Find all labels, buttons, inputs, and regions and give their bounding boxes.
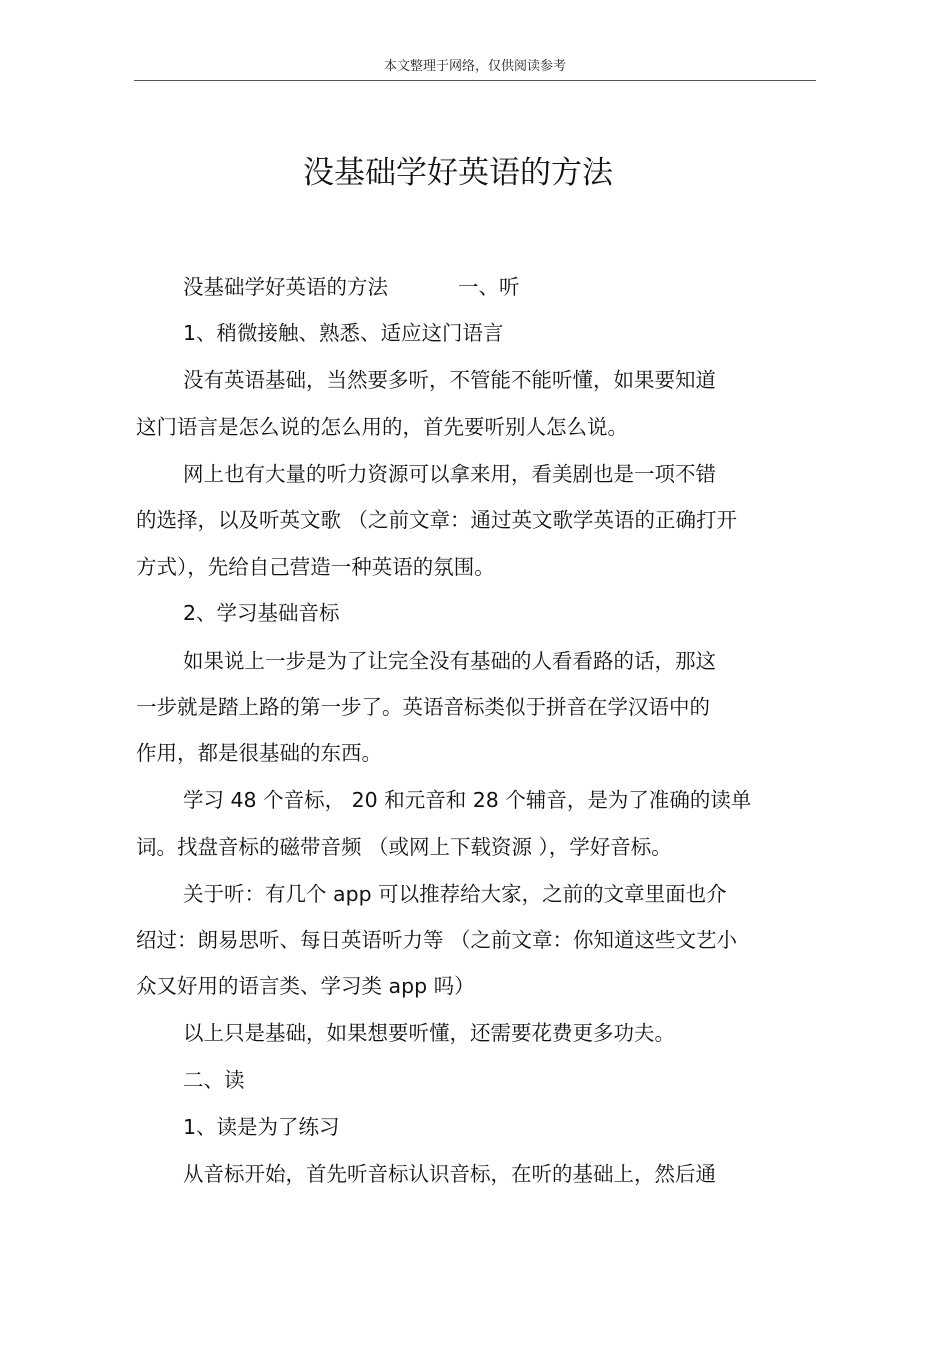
paragraph-line: 绍过：朗易思听、每日英语听力等 （之前文章：你知道这些文艺小 [136,928,738,952]
paragraph-line: 词。找盘音标的磁带音频 （或网上下载资源 ），学好音标。 [136,835,672,859]
header-text: 本文整理于网络，仅供阅读参考 [383,59,566,74]
paragraph-line: 以上只是基础，如果想要听懂，还需要花费更多功夫。 [183,1021,675,1045]
paragraph-line: 作用，都是很基础的东西。 [136,741,382,765]
paragraph-line: 没有英语基础，当然要多听，不管能不能听懂，如果要知道 [183,368,716,392]
paragraph-line: 众又好用的语言类、学习类 app 吗） [136,974,475,998]
paragraph-line: 从音标开始，首先听音标认识音标，在听的基础上，然后通 [183,1162,716,1186]
section-intro-text: 没基础学好英语的方法 [183,275,388,299]
body-line [183,272,520,302]
paragraph-line: 关于听：有几个 app 可以推荐给大家，之前的文章里面也介 [183,882,727,906]
header-divider [134,80,816,81]
document-title: 没基础学好英语的方法 [303,155,613,191]
paragraph-line: 如果说上一步是为了让完全没有基础的人看看路的话，那这 [183,649,716,673]
paragraph-line: 这门语言是怎么说的怎么用的，首先要听别人怎么说。 [136,415,628,439]
paragraph-line: 的选择，以及听英文歌 （之前文章：通过英文歌学英语的正确打开 [136,508,738,532]
section-heading-listen: 一、听 [458,275,520,299]
subheading-1: 1、稍微接触、熟悉、适应这门语言 [183,321,504,345]
paragraph-line: 一步就是踏上路的第一步了。英语音标类似于拼音在学汉语中的 [136,695,710,719]
section-heading-read: 二、读 [183,1068,245,1092]
paragraph-line: 学习 48 个音标， 20 和元音和 28 个辅音，是为了准确的读单 [183,788,752,812]
paragraph-line: 网上也有大量的听力资源可以拿来用，看美剧也是一项不错 [183,462,716,486]
subheading-2: 2、学习基础音标 [183,601,340,625]
subheading-read-1: 1、读是为了练习 [183,1115,340,1139]
paragraph-line: 方式），先给自己营造一种英语的氛围。 [136,555,495,579]
